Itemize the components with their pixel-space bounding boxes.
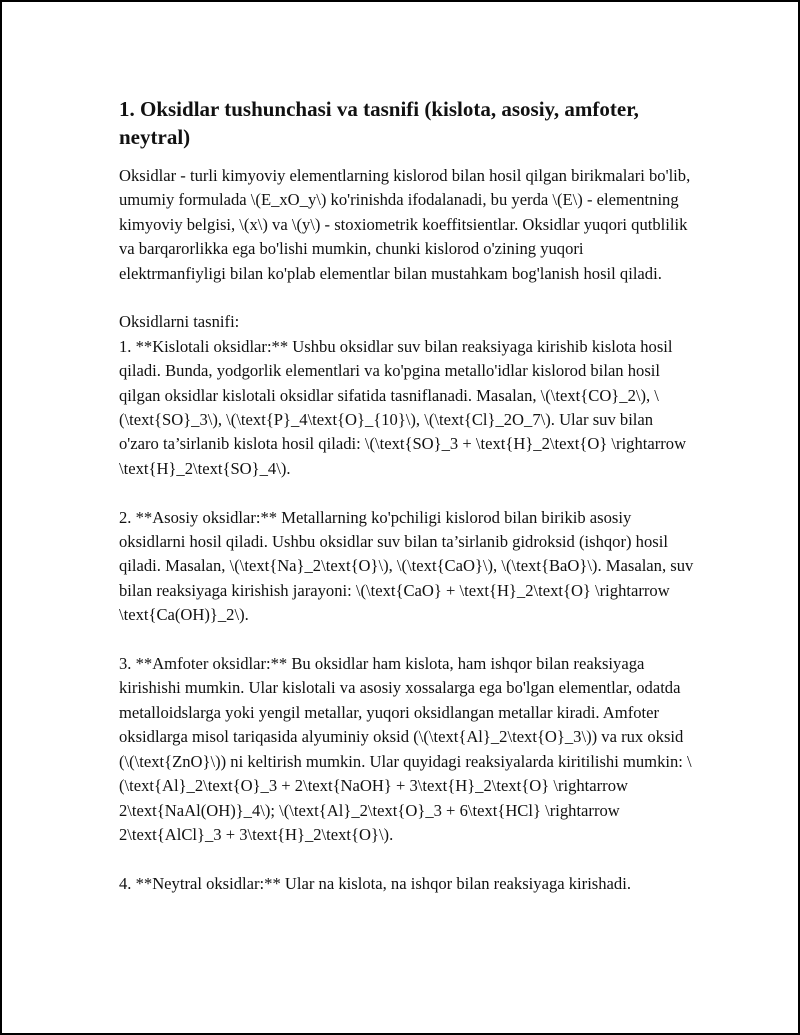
document-body [119,95,694,896]
list-item-basic-oxides: 2. **Asosiy oksidlar:** Metallarning ko'pchiligi kislorod bilan birikib asosiy oksidlarni hosil qiladi. Ushbu oksidlar suv bilan ta’sirlanib gidroksid (ishqor) hosil qiladi. Masalan, \(\text{Na}_2\text{O}\), \(\text{CaO}\), \(\text{BaO}\). Masalan, suv bilan reaksiyaga kirishish jarayoni: \(\text{CaO} + \text{H}_2\text{O} \rightarrow \text{Ca(OH)}_2\). [119,507,694,625]
list-item-neutral-oxides: 4. **Neytral oksidlar:** Ular na kislota, na ishqor bilan reaksiyaga kirishadi. [119,873,631,893]
classification-heading: Oksidlarni tasnifi: [119,312,240,332]
intro-paragraph: Oksidlar - turli kimyoviy elementlarning kislorod bilan hosil qilgan birikmalari bo'lib, umumiy formulada \(E_xO_y\) ko'rinishda ifodalanadi, bu yerda \(E\) - elementning kimyoviy belgisi, \(x\) va \(y\) - stoxiometrik koeffitsientlar. Oksidlar yuqori qutblilik va barqarorlikka ega bo'lishi mumkin, chunki kislorod o'zining yuqori elektrmanfiyligi bilan ko'plab elementlar bilan mustahkam bog'lanish hosil qiladi. [119,166,691,283]
section-title: 1. Oksidlar tushunchasi va tasnifi (kislota, asosiy, amfoter, neytral) [119,97,639,149]
list-item-amphoteric-oxides: 3. **Amfoter oksidlar:** Bu oksidlar ham kislota, ham ishqor bilan reaksiyaga kirishishi mumkin. Ular kislotali va asosiy xossalarga ega bo'lgan elementlar, odatda metalloidslarga yoki yengil metallar, yuqori oksidlangan metallar kiradi. Amfoter oksidlarga misol tariqasida alyuminiy oksid (\(\text{Al}_2\text{O}_3\)) va rux oksid (\(\text{ZnO}\)) ni keltirish mumkin. Ular quyidagi reaksiyalarda kiritilishi mumkin: \(\text{Al}_2\text{O}_3 + 2\text{NaOH} + 3\text{H}_2\text{O} \rightarrow 2\text{NaAl(OH)}_4\); \(\text{Al}_2\text{O}_3 + 6\text{HCl} \rightarrow 2\text{AlCl}_3 + 3\text{H}_2\text{O}\). [119,654,692,844]
list-item-acidic-oxides: 1. **Kislotali oksidlar:** Ushbu oksidlar suv bilan reaksiyaga kirishib kislota hosil qiladi. Bunda, yodgorlik elementlari va ko'pgina metallo'idlar kislorod bilan hosil qilgan oksidlar kislotali oksidlar sifatida tasniflanadi. Masalan, \(\text{CO}_2\), \(\text{SO}_3\), \(\text{P}_4\text{O}_{10}\), \(\text{Cl}_2O_7\). Ular suv bilan o'zaro ta’sirlanib kislota hosil qiladi: \(\text{SO}_3 + \text{H}_2\text{O} \rightarrow \text{H}_2\text{SO}_4\). [119,336,687,478]
